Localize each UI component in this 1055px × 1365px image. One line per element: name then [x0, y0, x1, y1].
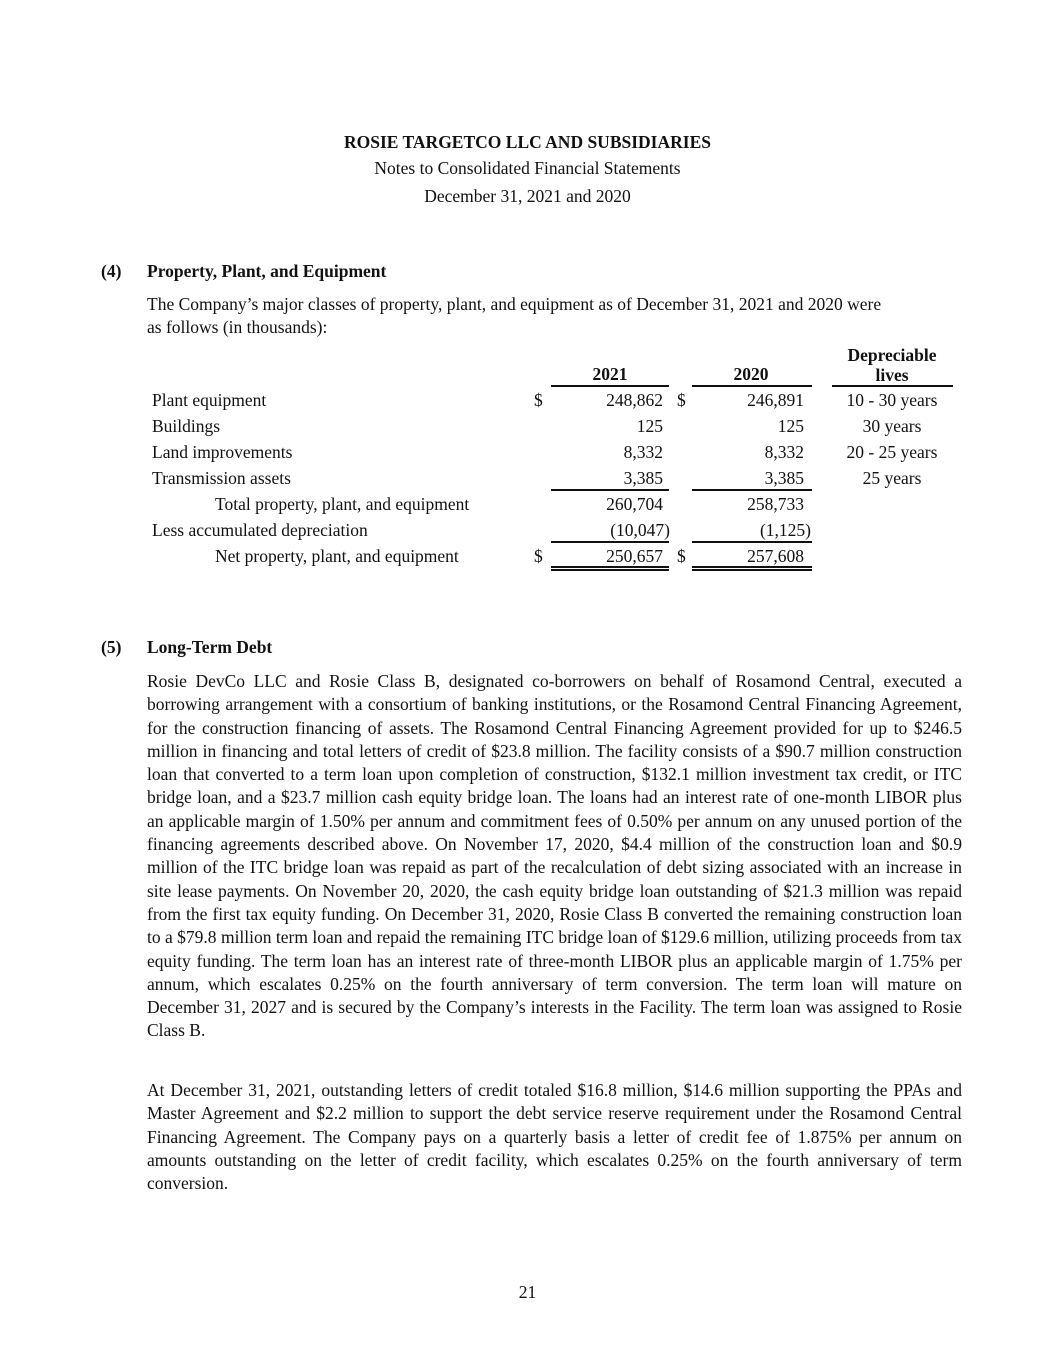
- row-label: Transmission assets: [152, 468, 291, 488]
- value-2021: 125: [636, 416, 663, 436]
- value-2021: 260,704: [606, 494, 663, 514]
- row-label: Buildings: [152, 416, 221, 436]
- section-5-number: (5): [101, 637, 122, 657]
- section-4-intro: [147, 293, 962, 340]
- value-2020: 8,332: [764, 442, 804, 462]
- statement-period: December 31, 2021 and 2020: [424, 186, 631, 206]
- table-row-accumulated-depreciation: [0, 517, 1055, 543]
- double-rule-2021: [551, 566, 669, 571]
- row-label: Total property, plant, and equipment: [215, 494, 470, 514]
- table-row-net-ppe: [0, 543, 1055, 569]
- row-label: Less accumulated depreciation: [152, 520, 368, 540]
- statement-title: Notes to Consolidated Financial Statements: [374, 158, 681, 178]
- section-5-paragraph-2: At December 31, 2021, outstanding letters of credit totaled $16.8 million, $14.6 million supporting the PPAs and Master Agreement and $2.2 million to support the debt service reserve requirement under the Rosamond Central Financing Agreement. The Company pays on a quarterly basis a letter of credit fee of 1.875% per annum on amounts outstanding on the letter of credit facility, which escalates 0.25% on the fourth anniversary of term conversion.: [147, 1080, 962, 1194]
- section-4-number: (4): [101, 261, 122, 281]
- row-label: Plant equipment: [152, 390, 267, 410]
- value-2020: 258,733: [747, 494, 804, 514]
- intro-line-1: The Company’s major classes of property, plant, and equipment as of December 31, 2021 and 2020 were: [147, 294, 882, 314]
- value-2020: 125: [777, 416, 804, 436]
- table-row-total-ppe: [0, 491, 1055, 517]
- value-2021: 3,385: [623, 468, 663, 488]
- value-2021: (10,047): [610, 520, 670, 540]
- currency-symbol-2021: $: [534, 546, 543, 566]
- column-header-lives-line-1: Depreciable: [847, 345, 937, 365]
- value-2021: 248,862: [606, 390, 663, 410]
- row-label: Land improvements: [152, 442, 293, 462]
- section-5-paragraph-1: Rosie DevCo LLC and Rosie Class B, designated co-borrowers on behalf of Rosamond Central, executed a borrowing arrangement with a consortium of banking institutions, or the Rosamond Central Financing Agreement, for the construction financing of assets. The Rosamond Central Financing Agreement provided for up to $246.5 million in financing and total letters of credit of $23.8 million. The facility consists of a $90.7 million construction loan that converted to a term loan upon completion of construction, $132.1 million investment tax credit, or ITC bridge loan, and a $23.7 million cash equity bridge loan. The loans had an interest rate of one-month LIBOR plus an applicable margin of 1.50% per annum and commitment fees of 0.50% per annum on any unused portion of the financing agreements described above. On November 17, 2020, $4.4 million of the construction loan and $0.9 million of the ITC bridge loan was repaid as part of the recalculation of debt sizing associated with an increase in site lease payments. On November 20, 2020, the cash equity bridge loan outstanding of $21.3 million was repaid from the first tax equity funding. On December 31, 2020, Rosie Class B converted the remaining construction loan to a $79.8 million term loan and repaid the remaining ITC bridge loan of $129.6 million, utilizing proceeds from tax equity funding. The term loan has an interest rate of three-month LIBOR plus an applicable margin of 1.75% per annum, which escalates 0.25% on the fourth anniversary of term conversion. The term loan will mature on December 31, 2027 and is secured by the Company’s interests in the Facility. The term loan was assigned to Rosie Class B.: [147, 671, 962, 1041]
- table-row-land-improvements: [0, 439, 1055, 465]
- currency-symbol-2020: $: [677, 390, 686, 410]
- column-header-2020: 2020: [733, 364, 769, 384]
- section-5-title: Long-Term Debt: [147, 637, 273, 657]
- page-number: 21: [518, 1282, 537, 1302]
- value-2020: 257,608: [747, 546, 804, 566]
- row-label: Net property, plant, and equipment: [215, 546, 459, 566]
- value-2020: (1,125): [759, 520, 811, 540]
- section-5-heading: [101, 636, 272, 658]
- table-row-transmission-assets: [0, 465, 1055, 491]
- value-2020: 3,385: [764, 468, 804, 488]
- depreciable-life: 20 - 25 years: [846, 442, 938, 462]
- value-2021: 8,332: [623, 442, 663, 462]
- currency-symbol-2021: $: [534, 390, 543, 410]
- value-2021: 250,657: [606, 546, 663, 566]
- depreciable-life: 10 - 30 years: [846, 390, 938, 410]
- table-row-plant-equipment: [0, 387, 1055, 413]
- value-2020: 246,891: [747, 390, 804, 410]
- intro-line-2: as follows (in thousands):: [147, 317, 328, 338]
- currency-symbol-2020: $: [677, 546, 686, 566]
- section-4-title: Property, Plant, and Equipment: [147, 261, 387, 281]
- document-header: [0, 130, 1055, 210]
- double-rule-2020: [692, 566, 812, 571]
- table-row-buildings: [0, 413, 1055, 439]
- depreciable-life: 25 years: [862, 468, 922, 488]
- depreciable-life: 30 years: [862, 416, 922, 436]
- column-header-lives: [832, 345, 952, 385]
- company-name: ROSIE TARGETCO LLC AND SUBSIDIARIES: [344, 132, 711, 152]
- column-header-lives-line-2: lives: [875, 365, 909, 385]
- section-4-heading: [101, 260, 386, 282]
- column-header-2021: 2021: [592, 364, 628, 384]
